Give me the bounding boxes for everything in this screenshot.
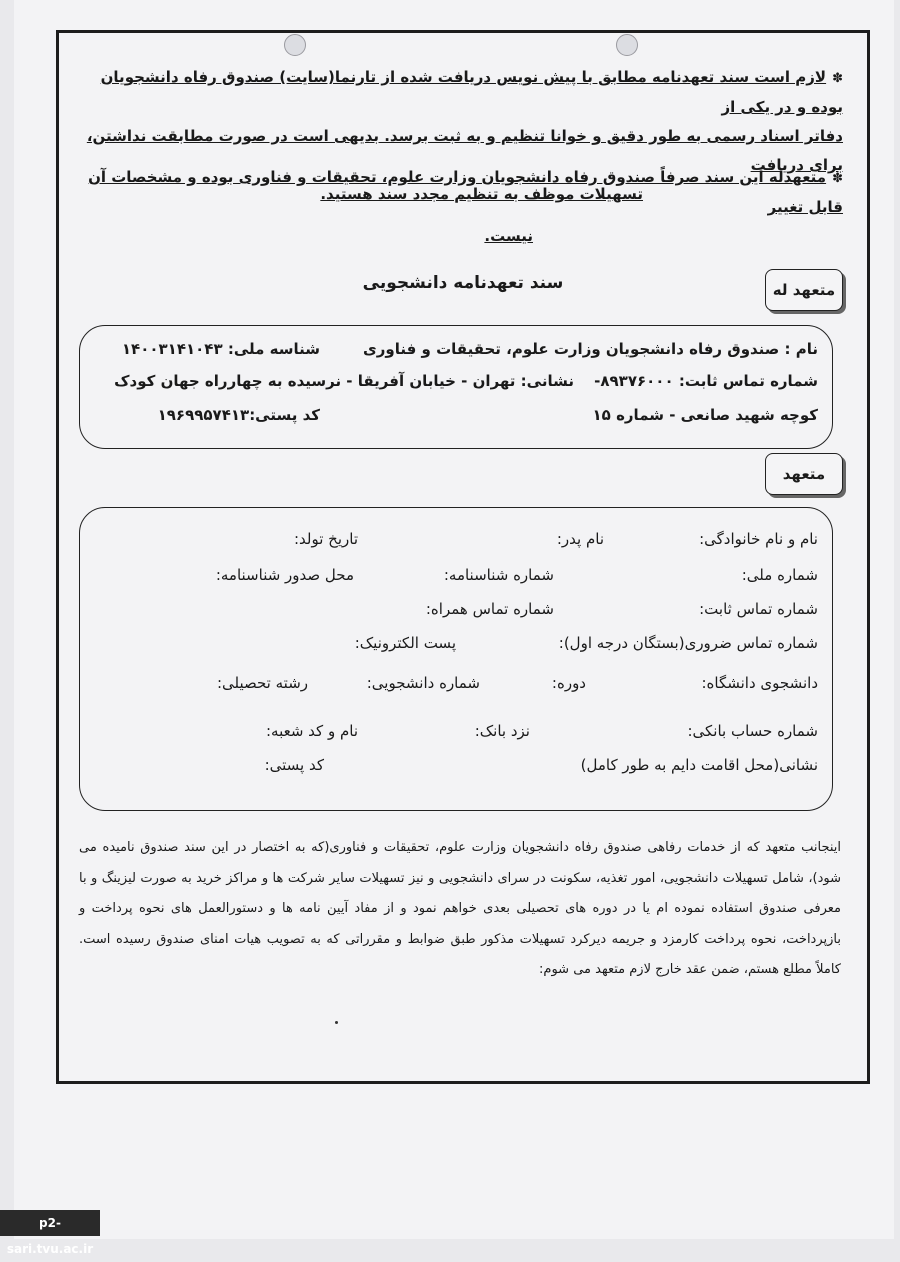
debtor-branch: نام و کد شعبه: [265,722,358,740]
debtor-id-place: محل صدور شناسنامه: [215,566,354,584]
debtor-email: پست الکترونیک: [354,634,456,652]
debtor-student-no: شماره دانشجویی: [366,674,480,692]
note-2 [83,163,843,251]
debtor-birth-date: تاریخ تولد: [293,530,358,548]
debtor-emergency-phone: شماره تماس ضروری(بستگان درجه اول): [558,634,818,652]
debtor-university: دانشجوی دانشگاه: [701,674,818,692]
note-1-line-3: تسهیلات موظف به تنظیم مجدد سند هستید. [320,185,643,203]
debtor-bank: نزد بانک: [474,722,530,740]
debtor-postal-code: کد پستی: [264,756,324,774]
asterisk-icon: ✽ [832,71,843,86]
debtor-id-no: شماره شناسنامه: [443,566,554,584]
debtor-box [79,507,833,811]
debtor-bank-account: شماره حساب بانکی: [687,722,818,740]
ink-dot [335,1021,338,1024]
asterisk-icon: ✽ [832,171,843,186]
creditor-name: نام : صندوق رفاه دانشجویان وزارت علوم، تحقیقات و فناوری [363,340,818,358]
debtor-full-name: نام و نام خانوادگی: [699,530,818,548]
creditor-phone: شماره تماس ثابت: ۸۹۳۷۶۰۰۰- [594,372,818,390]
creditor-postal-code: کد پستی:۱۹۶۹۹۵۷۴۱۳ [157,406,320,424]
note-1-line-2: دفاتر اسناد رسمی به طور دقیق و خوانا تنظیم و به ثبت برسد. بدیهی است در صورت مطابقت نداشتن، برای دریافت [86,127,843,174]
creditor-box [79,325,833,449]
creditor-address: نشانی: تهران - خیابان آفریقا - نرسیده به چهارراه جهان کودک [114,372,574,390]
debtor-tag: متعهد [765,453,843,495]
debtor-mobile: شماره تماس همراه: [425,600,554,618]
debtor-national-no: شماره ملی: [741,566,818,584]
note-2-line-1: متعهدله این سند صرفاً صندوق رفاه دانشجویان وزارت علوم، تحقیقات و فناوری بوده و مشخصات آن قابل تغییر [88,168,843,216]
footer-url: p2-sari.tvu.ac.ir [0,1210,100,1236]
debtor-phone: شماره تماس ثابت: [699,600,818,618]
debtor-address: نشانی(محل اقامت دایم به طور کامل) [580,756,818,774]
note-2-line-2: نیست. [484,227,533,245]
paper-sheet [14,0,894,1239]
debtor-period: دوره: [551,674,586,692]
creditor-national-id: شناسه ملی: ۱۴۰۰۳۱۴۱۰۴۳ [121,340,320,358]
creditor-tag: متعهد له [765,269,843,311]
note-1-line-1: لازم است سند تعهدنامه مطابق با پیش نویس دریافت شده از تارنما(سایت) صندوق رفاه دانشجویان بوده و در یکی از [100,68,843,116]
document-frame [56,30,870,1084]
debtor-father-name: نام پدر: [556,530,604,548]
debtor-major: رشته تحصیلی: [216,674,308,692]
document-title: سند تعهدنامه دانشجویی [362,273,564,293]
creditor-address-street: کوچه شهید صانعی - شماره ۱۵ [592,406,818,424]
commitment-paragraph: اینجانب متعهد که از خدمات رفاهی صندوق رفاه دانشجویان وزارت علوم، تحقیقات و فناوری(که به اختصار در این سند صندوق نامیده می شود)، شامل تسهیلات دانشجویی، امور تغذیه، سکونت در سرای دانشجویی و نیز تسهیلات سایر شرکت ها و مراکز خرید به صورت لیزینگ و با معرفی صندوق استفاده نموده ام یا در دوره های تحصیلی بعدی خواهم نمود و از مفاد آیین نامه ها و دستورالعمل های نحوه پرداخت و بازپرداخت، نحوه پرداخت کارمزد و جریمه دیرکرد تسهیلات مذکور طبق ضوابط و مقرراتی که به تصویب هیات امنای صندوق رسیده است. کاملاً مطلع هستم، ضمن عقد خارج لازم متعهد می شوم: [79,840,841,977]
